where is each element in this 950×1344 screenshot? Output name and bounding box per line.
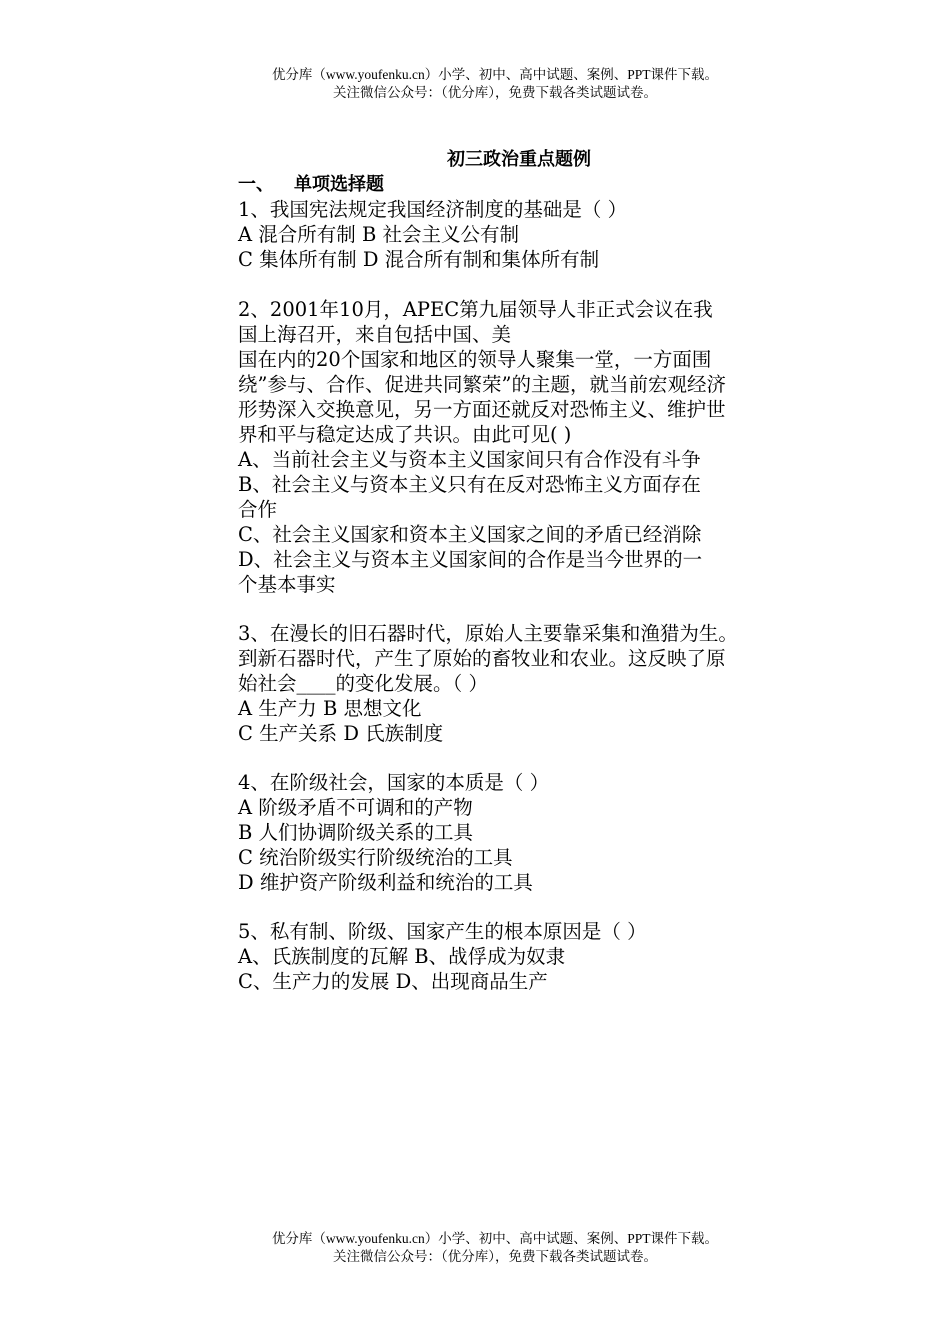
header-site-notice: 优分库（www.youfenku.cn）小学、初中、高中试题、案例、PPT课件下载。 (271, 67, 719, 82)
header-wechat-notice: 关注微信公众号：（优分库），免费下载各类试题试卷。 (333, 85, 657, 100)
question-4-option-line: B 人们协调阶级关系的工具 (238, 821, 474, 844)
section-number: 一、 (238, 174, 274, 195)
question-4-option-line: D 维护资产阶级利益和统治的工具 (238, 871, 533, 894)
question-2-stem-line: 2、2001年10月，APEC第九届领导人非正式会议在我 (238, 298, 713, 321)
question-5-option-line: C、生产力的发展 D、出现商品生产 (238, 970, 548, 993)
question-2-option-line: 合作 (238, 498, 278, 521)
question-3-stem-line: 到新石器时代，产生了原始的畜牧业和农业。这反映了原 (238, 647, 726, 670)
question-4-option-line: C 统治阶级实行阶级统治的工具 (238, 846, 513, 869)
question-3-option-line: C 生产关系 D 氏族制度 (238, 722, 444, 745)
question-2-option-line: 个基本事实 (238, 573, 336, 596)
page-header (0, 66, 950, 102)
footer-site-notice: 优分库（www.youfenku.cn）小学、初中、高中试题、案例、PPT课件下载。 (271, 1231, 719, 1246)
question-2-stem-line: 国上海召开，来自包括中国、美 (238, 323, 512, 346)
section-label: 单项选择题 (294, 174, 384, 195)
question-4-stem: 4、在阶级社会，国家的本质是（ ） (238, 771, 550, 794)
footer-wechat-notice: 关注微信公众号：（优分库），免费下载各类试题试卷。 (333, 1249, 657, 1264)
question-1-option-line: A 混合所有制 B 社会主义公有制 (238, 223, 520, 246)
question-3-stem-line: 始社会____的变化发展。（ ） (238, 672, 488, 695)
question-1-option-line: C 集体所有制 D 混合所有制和集体所有制 (238, 248, 600, 271)
question-2-option-line: D、社会主义与资本主义国家间的合作是当今世界的一 (238, 548, 703, 571)
section-heading (238, 173, 384, 197)
question-2-stem-line: 国在内的20个国家和地区的领导人聚集一堂，一方面围 (238, 348, 712, 371)
question-4-option-line: A 阶级矛盾不可调和的产物 (238, 796, 473, 819)
question-2-option-line: A、当前社会主义与资本主义国家间只有合作没有斗争 (238, 448, 701, 471)
question-1-stem: 1、我国宪法规定我国经济制度的基础是（ ） (238, 198, 628, 221)
question-2-option-line: C、社会主义国家和资本主义国家之间的矛盾已经消除 (238, 523, 702, 546)
question-2-stem-line: 界和平与稳定达成了共识。由此可见( ) (238, 423, 572, 446)
document-title: 初三政治重点题例 (447, 149, 591, 170)
page-footer (0, 1230, 950, 1266)
question-2-stem-line: 形势深入交换意见，另一方面还就反对恐怖主义、维护世 (238, 398, 726, 421)
question-2-stem-line: 绕”参与、合作、促进共同繁荣”的主题，就当前宏观经济 (238, 373, 726, 396)
question-5-option-line: A、氏族制度的瓦解 B、战俘成为奴隶 (238, 945, 566, 968)
question-5-stem: 5、私有制、阶级、国家产生的根本原因是（ ） (238, 920, 647, 943)
question-2-option-line: B、社会主义与资本主义只有在反对恐怖主义方面存在 (238, 473, 701, 496)
question-3-option-line: A 生产力 B 思想文化 (238, 697, 422, 720)
question-3-stem-line: 3、在漫长的旧石器时代，原始人主要靠采集和渔猎为生。 (238, 622, 738, 645)
